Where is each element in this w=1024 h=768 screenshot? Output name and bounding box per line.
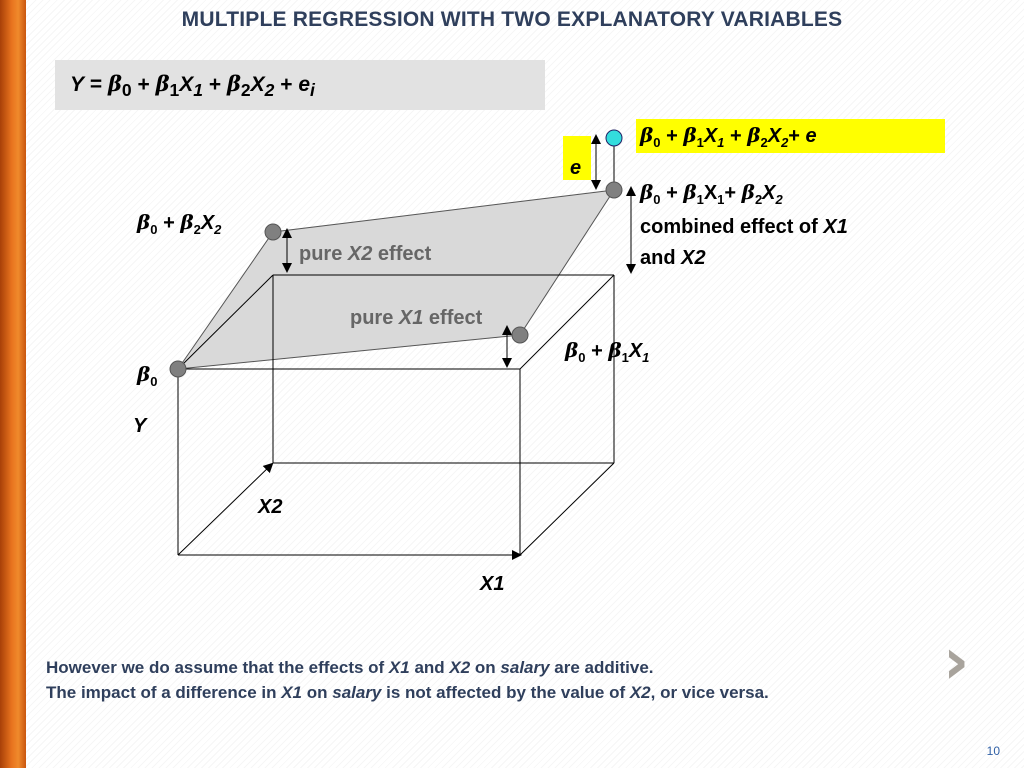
- fitted-value-label: $\beta_0 + \beta_1X_1+ \beta_2X_2$: [640, 180, 783, 207]
- point-b0: [170, 361, 186, 377]
- regression-plane: [178, 190, 614, 369]
- pure-x1-effect-label: pure X1 effect: [350, 307, 483, 329]
- page-number: 10: [986, 744, 1000, 758]
- b0-b1x1-label: $\beta_0 + \beta_1X_1$: [565, 338, 650, 365]
- point-observed: [606, 130, 622, 146]
- y-axis-label: Y: [133, 415, 147, 437]
- point-b0-b2x2: [265, 224, 281, 240]
- b0-label: $\beta_0$: [137, 362, 158, 389]
- x1-axis-label: X1: [480, 573, 505, 595]
- slide-title: MULTIPLE REGRESSION WITH TWO EXPLANATORY VARIABLES: [181, 8, 843, 31]
- full-model-label: $\beta_0 + \beta_1X_1 + \beta_2X_2+ e$: [640, 123, 817, 150]
- pure-x2-effect-label: pure X2 effect: [299, 243, 432, 265]
- error-label: e: [570, 157, 582, 179]
- combined-effect-label-line1: combined effect of X1: [640, 216, 848, 238]
- point-fitted: [606, 182, 622, 198]
- b0-b2x2-label: $\beta_0 + \beta_2X_2$: [137, 210, 222, 237]
- combined-effect-label-line2: and X2: [640, 247, 706, 269]
- point-b0-b1x1: [512, 327, 528, 343]
- footer-line-2: The impact of a difference in X1 on salary is not affected by the value of X2, or vice versa.: [46, 683, 769, 702]
- next-slide-chevron-icon[interactable]: ›: [943, 625, 970, 699]
- footer-line-1: However we do assume that the effects of X1 and X2 on salary are additive.: [46, 658, 654, 677]
- footer-text: [46, 655, 769, 705]
- x2-axis-label: X2: [258, 496, 283, 518]
- regression-equation: $Y = \beta_0 + \beta_1X_1 + \beta_2X_2 + e_i$: [70, 71, 315, 101]
